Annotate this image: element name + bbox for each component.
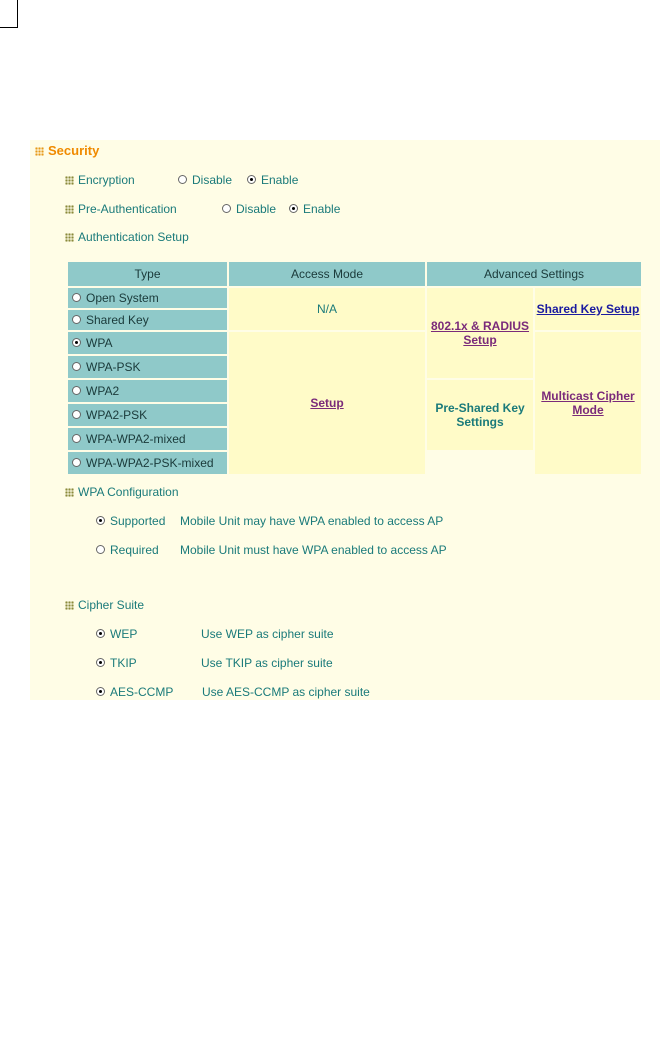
grid-icon <box>65 488 74 497</box>
cipher-wep-radio[interactable] <box>96 627 137 641</box>
type-label: WPA-PSK <box>86 360 141 374</box>
multicast-cipher-cell <box>535 332 641 474</box>
security-title <box>35 143 99 158</box>
type-label: WPA2 <box>86 384 120 398</box>
radius-line1: 802.1x & RADIUS <box>430 319 530 333</box>
encryption-enable-radio[interactable] <box>247 173 298 187</box>
radio-selected-icon[interactable] <box>72 338 81 347</box>
psk-settings-cell <box>427 380 533 450</box>
pre-auth-disable-label: Disable <box>236 202 277 216</box>
radio-icon[interactable] <box>72 410 81 419</box>
cipher-suite-label-text: Cipher Suite <box>78 598 145 612</box>
header-type: Type <box>68 262 227 286</box>
type-option-wpa-wpa2-mixed[interactable] <box>68 428 227 450</box>
cipher-wep-description: Use WEP as cipher suite <box>201 627 334 641</box>
radio-selected-icon[interactable] <box>96 687 105 696</box>
psk-line1: Pre-Shared Key <box>435 401 525 415</box>
type-option-open-system[interactable] <box>68 288 227 308</box>
multicast-cipher-mode-link[interactable] <box>541 389 634 417</box>
radio-selected-icon[interactable] <box>96 658 105 667</box>
wpa-required-description: Mobile Unit must have WPA enabled to access AP <box>180 543 447 557</box>
radius-setup-cell <box>427 288 533 378</box>
wpa-required-radio[interactable] <box>96 543 159 557</box>
cipher-aes-ccmp-description: Use AES-CCMP as cipher suite <box>202 685 370 699</box>
radius-line2: Setup <box>463 333 497 347</box>
radio-icon[interactable] <box>72 315 81 324</box>
grid-icon <box>65 601 74 610</box>
radio-icon[interactable] <box>72 458 81 467</box>
wpa-supported-radio[interactable] <box>96 514 165 528</box>
multicast-line2: Mode <box>572 403 604 417</box>
wpa-config-label-text: WPA Configuration <box>78 485 179 499</box>
pre-auth-label <box>65 202 177 216</box>
multicast-line1: Multicast Cipher <box>541 389 635 403</box>
grid-icon <box>65 205 74 214</box>
radio-icon[interactable] <box>72 362 81 371</box>
type-option-wpa-psk[interactable] <box>68 356 227 378</box>
auth-setup-table <box>66 260 643 476</box>
type-label: WPA <box>86 336 113 350</box>
cipher-tkip-label: TKIP <box>110 656 137 670</box>
radio-icon[interactable] <box>222 204 231 213</box>
cipher-suite-label <box>65 598 144 612</box>
radio-icon[interactable] <box>178 175 187 184</box>
radio-icon[interactable] <box>96 545 105 554</box>
type-option-wpa2-psk[interactable] <box>68 404 227 426</box>
auth-setup-label <box>65 230 189 244</box>
wpa-config-label <box>65 485 179 499</box>
encryption-enable-label: Enable <box>261 173 299 187</box>
wpa-supported-label: Supported <box>110 514 166 528</box>
header-access-mode: Access Mode <box>229 262 425 286</box>
shared-key-setup-link[interactable]: Shared Key Setup <box>536 302 640 316</box>
radio-selected-icon[interactable] <box>289 204 298 213</box>
encryption-label <box>65 173 135 187</box>
pre-auth-disable-radio[interactable] <box>222 202 276 216</box>
shared-key-setup-cell <box>535 288 641 330</box>
wpa-required-label: Required <box>110 543 159 557</box>
radio-selected-icon[interactable] <box>96 516 105 525</box>
page-corner-mark <box>0 0 18 28</box>
encryption-label-text: Encryption <box>78 173 135 187</box>
psk-line2: Settings <box>456 415 504 429</box>
radio-selected-icon[interactable] <box>96 629 105 638</box>
radio-icon[interactable] <box>72 434 81 443</box>
radio-icon[interactable] <box>72 386 81 395</box>
radio-icon[interactable] <box>72 293 81 302</box>
type-label: Shared Key <box>86 313 149 327</box>
type-label: Open System <box>86 291 159 305</box>
radius-setup-link[interactable] <box>431 319 529 347</box>
na-cell: N/A <box>229 288 425 330</box>
pre-auth-enable-label: Enable <box>303 202 341 216</box>
setup-link[interactable]: Setup <box>310 396 344 410</box>
type-option-wpa2[interactable] <box>68 380 227 402</box>
grid-icon <box>65 176 74 185</box>
psk-settings-text <box>435 401 524 429</box>
pre-auth-enable-radio[interactable] <box>289 202 340 216</box>
type-option-wpa[interactable] <box>68 332 227 354</box>
security-panel <box>30 140 660 700</box>
encryption-disable-label: Disable <box>192 173 233 187</box>
setup-cell <box>229 332 425 474</box>
auth-setup-label-text: Authentication Setup <box>78 230 189 244</box>
cipher-wep-label: WEP <box>110 627 138 641</box>
pre-auth-label-text: Pre-Authentication <box>78 202 177 216</box>
type-label: WPA-WPA2-mixed <box>86 432 186 446</box>
wpa-supported-description: Mobile Unit may have WPA enabled to access AP <box>180 514 444 528</box>
cipher-tkip-description: Use TKIP as cipher suite <box>201 656 333 670</box>
grid-icon <box>35 147 44 156</box>
cipher-aes-ccmp-radio[interactable] <box>96 685 173 699</box>
grid-icon <box>65 233 74 242</box>
type-label: WPA-WPA2-PSK-mixed <box>86 456 214 470</box>
type-option-wpa-wpa2-psk-mixed[interactable] <box>68 452 227 474</box>
type-label: WPA2-PSK <box>86 408 148 422</box>
security-title-text: Security <box>48 143 100 158</box>
cipher-tkip-radio[interactable] <box>96 656 137 670</box>
encryption-disable-radio[interactable] <box>178 173 232 187</box>
header-advanced-settings: Advanced Settings <box>427 262 641 286</box>
type-option-shared-key[interactable] <box>68 310 227 330</box>
cipher-aes-ccmp-label: AES-CCMP <box>110 685 174 699</box>
radio-selected-icon[interactable] <box>247 175 256 184</box>
